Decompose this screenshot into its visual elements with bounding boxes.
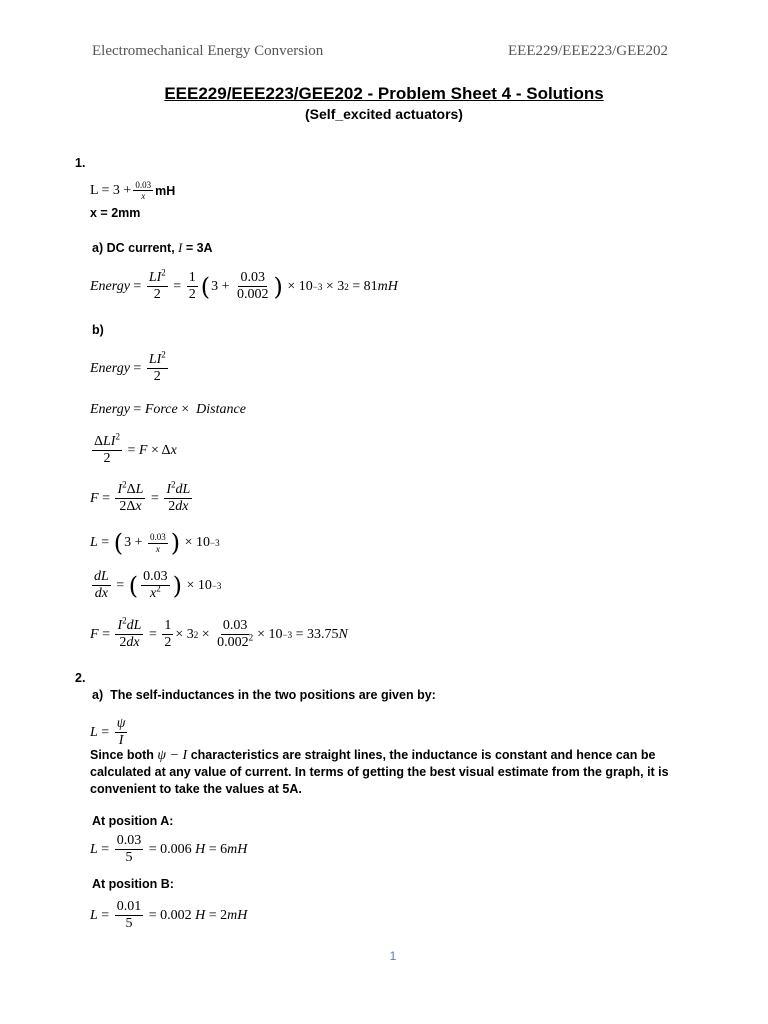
equation-delta: $\frac{\Delta LI^2}{2}$ = F × Δ x [94,431,177,467]
equation-derivative: $\frac{dL}{dx}$ = ( $\frac{0.03}{x^2}$ ) × 10 −3 [94,569,222,602]
problem-2-part-a-label: a) [92,688,104,702]
position-b-label: At position B: [92,877,174,891]
part-a-current: = 3A [185,241,213,255]
problem-2-number: 2. [75,671,86,685]
equation-inductance-scaled: L = ( 3 + $\frac{0.03}{x}$ ) × 10 −3 [90,529,220,557]
problem-1-number: 1. [75,156,86,170]
equation-inductance: L = 3 + $\frac{0.03}{x}$ mH [90,180,176,202]
equation-force-general: F = $\frac{I^2\Delta L}{2\Delta x}$ = $\frac{I^2dL}{2dx}$ [90,479,191,515]
page-number: 1 [389,949,397,963]
equation-energy-a: Energy = $\frac{LI^2}{2}$ = $\frac{1}{2}$ ( 3 + $\frac{0.03}{0.002}$ ) × 10 −3 × 3 2 = 81 mH [90,267,398,303]
running-header-right: EEE229/EEE223/GEE202 [508,43,668,59]
equation-position-a: L = $\frac{0.03}{5}$ = 0.006 H = 6 mH [90,833,248,866]
part-a-heading: a) DC current, I = 3A [92,241,213,255]
given-x: x = 2mm [90,206,141,220]
part-b-label: b) [92,323,104,337]
explanation-post: characteristics are straight lines, the inductance is constant and hence can be calculated at any value of current. In terms of getting the best visual estimate from the graph, it is convenient to take the values at 5A. [90,748,669,796]
problem-2-part-a-text: The self-inductances in the two positions are given by: [110,688,436,702]
equation-flux-linkage: L = $\frac{\psi}{I}$ [90,716,126,749]
position-a-label: At position A: [92,814,174,828]
equation-energy-b: Energy = $\frac{LI^2}{2}$ [90,349,166,385]
explanation-paragraph: Since both ψ − I characteristics are straight lines, the inductance is constant and hence can be calculated at any value of current. In terms of getting the best visual estimate from the graph, it is convenient to take the values at 5A. [90,748,669,796]
part-a-text: DC current, [106,241,175,255]
page-subtitle: (Self_excited actuators) [305,106,463,122]
equation-energy-force: Energy = Force × Distance [90,402,246,417]
explanation-pre: Since both [90,748,154,762]
problem-2-part-a [92,688,436,702]
equation-force-result: F = $\frac{I^2dL}{2dx}$ = $\frac{1}{2}$ × 3 2 × $\frac{0.03}{0.002^2}$ × 10 −3 = 33.75 N [90,615,348,651]
equation-position-b: L = $\frac{0.01}{5}$ = 0.002 H = 2 mH [90,899,248,932]
part-a-label: a) [92,241,104,255]
running-header-left: Electromechanical Energy Conversion [92,43,324,59]
page-title: EEE229/EEE223/GEE202 - Problem Sheet 4 - Solutions [164,84,604,103]
